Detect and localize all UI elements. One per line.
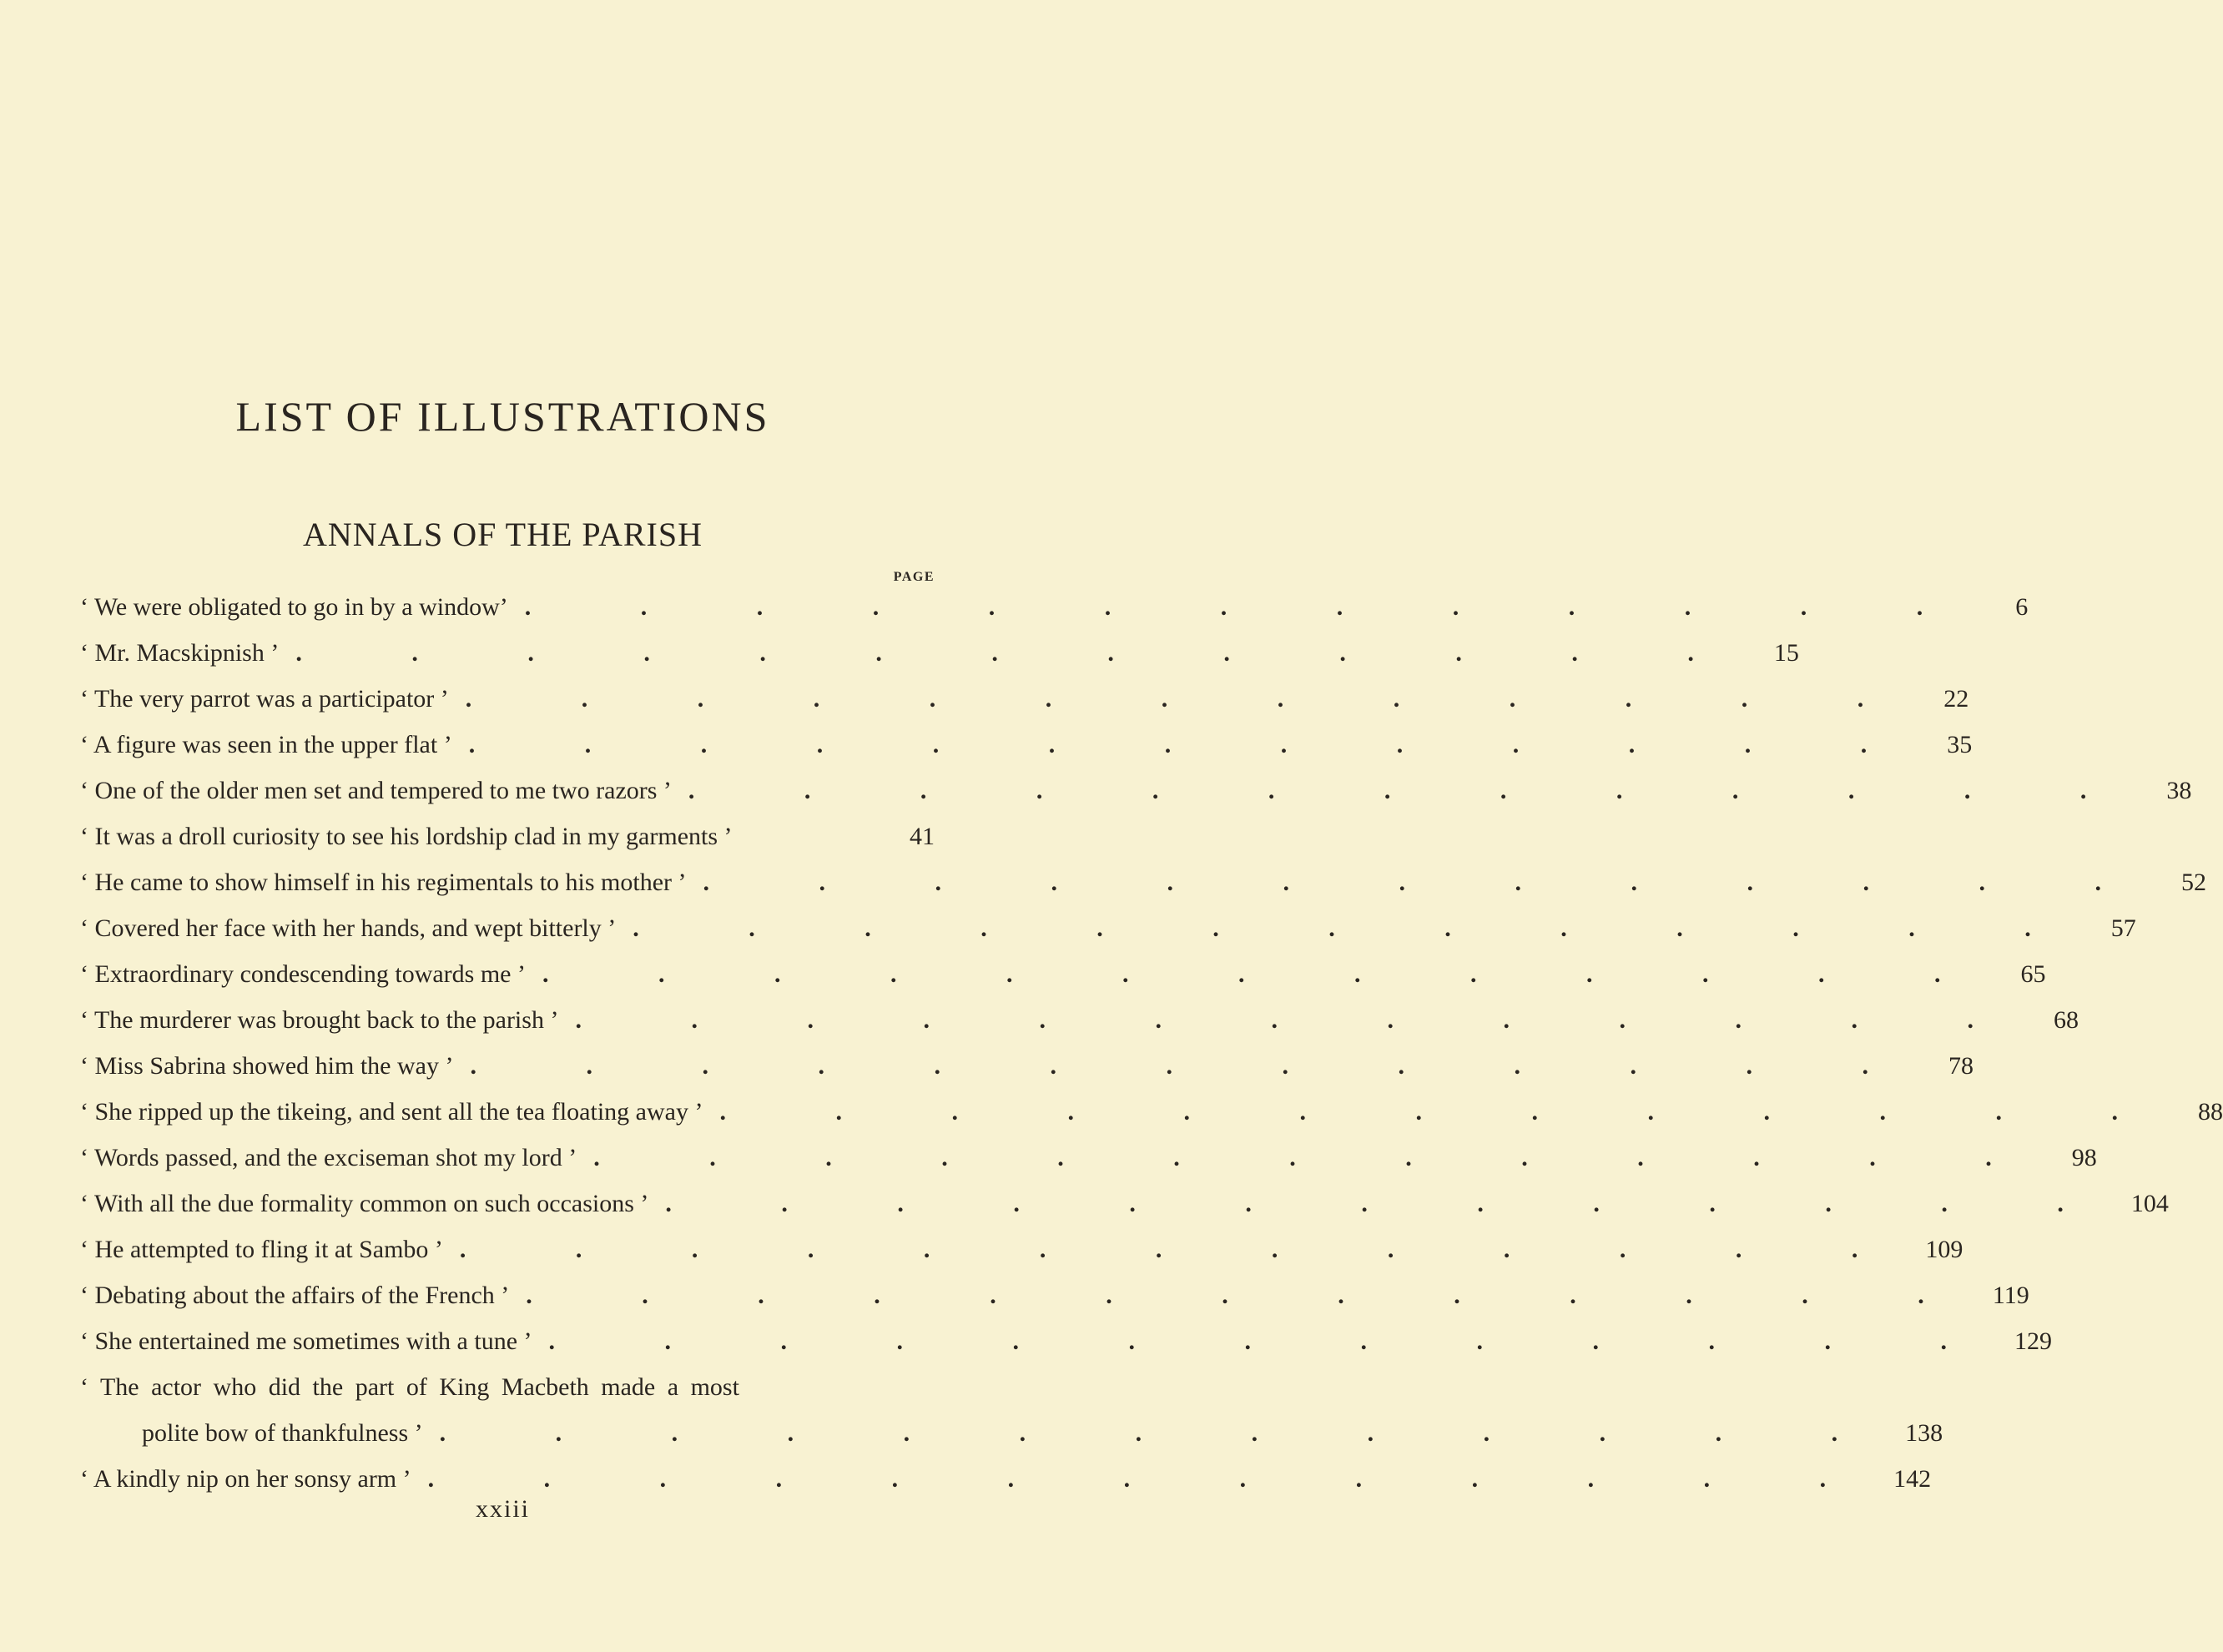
page-column-label: PAGE [893, 570, 935, 584]
list-item [80, 997, 2079, 1043]
entry-caption: ‘ The very parrot was a participator ’ [80, 685, 449, 713]
entry-page-number: 98 [2071, 1144, 2097, 1171]
dot-leader: . . . . . . . . . . . . . [524, 593, 1975, 621]
list-item [80, 859, 2207, 905]
entry-caption: ‘ She entertained me sometimes with a tune ’ [80, 1327, 532, 1355]
dot-leader: . . . . . . . . . . . . . [427, 1465, 1878, 1493]
entry-page-number: 78 [1948, 1052, 1973, 1080]
dot-leader: . . . . . . . . . . . . . [542, 960, 1993, 988]
dot-leader: . . . . . . . . . . . . . [575, 1006, 2025, 1034]
list-item [80, 1272, 2029, 1318]
list-item [80, 768, 2192, 813]
entry-page-number: 88 [2197, 1098, 2223, 1126]
dot-leader: . . . . . . . . . . . . . [470, 1052, 1920, 1080]
entry-page-number: 6 [2015, 593, 2029, 621]
entry-caption: ‘ Extraordinary condescending towards me ’ [80, 960, 526, 988]
dot-leader: . . . . . . . . . . . . . [295, 639, 1746, 667]
entry-page-number: 38 [2166, 777, 2192, 804]
entry-page-number: 142 [1893, 1465, 1932, 1493]
entry-caption: ‘ One of the older men set and tempered to me two razors ’ [80, 777, 672, 804]
entry-caption: ‘ It was a droll curiosity to see his lordship clad in my garments ’ [80, 823, 733, 850]
entry-caption: ‘ With all the due formality common on such occasions ’ [80, 1190, 649, 1217]
entry-page-number: 109 [1925, 1236, 1963, 1263]
entry-caption-line1: ‘ The actor who did the part of King Macbeth made a most [80, 1373, 739, 1401]
entry-caption: ‘ Words passed, and the exciseman shot my lord ’ [80, 1144, 577, 1171]
list-item [80, 1318, 2053, 1364]
entry-caption: ‘ Debating about the affairs of the French ’ [80, 1282, 510, 1309]
entry-caption: ‘ Miss Sabrina showed him the way ’ [80, 1052, 454, 1080]
list-item [80, 1043, 1973, 1089]
entry-caption: ‘ Mr. Macskipnish ’ [80, 639, 280, 667]
page-folio: xxiii [475, 1495, 530, 1523]
page-title: LIST OF ILLUSTRATIONS [235, 393, 770, 440]
list-item [80, 630, 1799, 676]
dot-leader: . . . . . . . . . . . . . [633, 914, 2083, 942]
entry-page-number: 52 [2181, 869, 2207, 896]
dot-leader: . . . . . . . . . . . . . [439, 1419, 1890, 1447]
entry-page-number: 129 [2014, 1327, 2053, 1355]
entry-caption: ‘ Covered her face with her hands, and wept bitterly ’ [80, 914, 617, 942]
entry-page-number: 104 [2130, 1190, 2169, 1217]
list-item [80, 951, 2046, 997]
list-item [80, 1135, 2097, 1181]
dot-leader: . . . . . . . . . . . . . [465, 685, 1916, 713]
list-item [80, 813, 935, 859]
dot-leader: . . . . . . . . . . . . . [688, 777, 2139, 804]
entry-caption: ‘ We were obligated to go in by a window’ [80, 593, 508, 621]
entry-page-number: 57 [2110, 914, 2136, 942]
entry-page-number: 119 [1992, 1282, 2029, 1309]
entry-caption: ‘ The murderer was brought back to the parish ’ [80, 1006, 559, 1034]
list-item [80, 905, 2136, 951]
dot-leader: . . . . . . . . . . . . . [548, 1327, 1999, 1355]
entry-caption: ‘ He came to show himself in his regimentals to his mother ’ [80, 869, 687, 896]
entry-caption [80, 1364, 881, 1410]
entry-caption: ‘ A figure was seen in the upper flat ’ [80, 731, 452, 758]
list-item [80, 584, 2029, 630]
entry-caption: ‘ A kindly nip on her sonsy arm ’ [80, 1465, 411, 1493]
list-item [80, 1089, 2223, 1135]
section-title: ANNALS OF THE PARISH [303, 516, 703, 553]
dot-leader: . . . . . . . . . . . . . [593, 1144, 2044, 1171]
list-item [80, 676, 1969, 722]
entry-caption: ‘ She ripped up the tikeing, and sent all the tea floating away ’ [80, 1098, 703, 1126]
dot-leader: . . . . . . . . . . . . . [703, 869, 2154, 896]
dot-leader: . . . . . . . . . . . . . [459, 1236, 1910, 1263]
list-item [80, 1181, 2169, 1226]
entry-page-number: 68 [2053, 1006, 2079, 1034]
entry-page-number: 65 [2020, 960, 2046, 988]
list-item [80, 1226, 1963, 1272]
dot-leader: . . . . . . . . . . . . . [665, 1190, 2115, 1217]
entry-page-number: 138 [1905, 1419, 1943, 1447]
entry-caption: ‘ He attempted to fling it at Sambo ’ [80, 1236, 443, 1263]
entry-page-number: 22 [1943, 685, 1969, 713]
entry-page-number: 15 [1773, 639, 1799, 667]
list-item [80, 1364, 1943, 1456]
dot-leader: . . . . . . . . . . . . . [526, 1282, 1976, 1309]
entry-page-number: 35 [1947, 731, 1973, 758]
entry-caption-line2: polite bow of thankfulness ’ [142, 1419, 423, 1447]
dot-leader: . . . . . . . . . . . . . [468, 731, 1919, 758]
list-item [80, 722, 1973, 768]
dot-leader: . . . . . . . . . . . . . [719, 1098, 2170, 1126]
entry-page-number: 41 [910, 823, 935, 850]
entry-caption-line2-row [80, 1410, 1943, 1456]
illustrations-list [80, 584, 2223, 1502]
